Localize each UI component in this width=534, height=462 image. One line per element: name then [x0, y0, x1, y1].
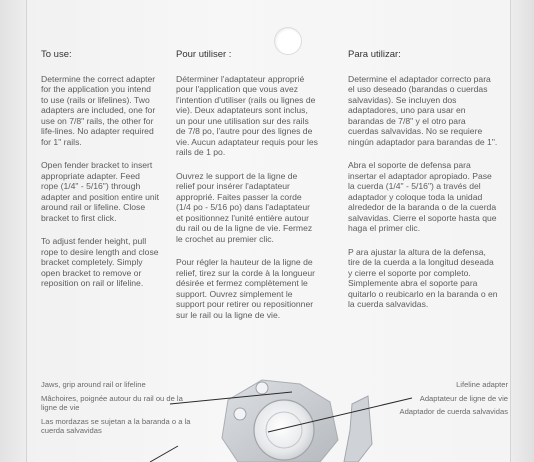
spanish-step-2: Abra el soporte de defensa para insertar el adaptador apropiado. Pase la cuerda (1/4" - 5/16") a través del adaptador y coloque toda la unidad alrededor de la baranda o de la cuerda salvavidas. Cierre el soporte hasta que haga el primer clic. — [348, 160, 497, 233]
french-step-1: Déterminer l'adaptateur approprié pour l'application que vous avez l'intention d'utiliser (rails ou lignes de vie). Deux adaptateurs sont inclus, un pour une utilisation sur des rails de 7/8 po, l'autre pour des lignes de vie. Aucun adaptateur requis pour les rails de 1 po. — [176, 73, 318, 157]
heading-spanish: Para utilizar: — [348, 49, 401, 60]
spanish-step-3: P ara ajustar la altura de la defensa, tire de la cuerda a la longitud deseada y cierre el soporte por completo. Simplemente abra el soporte para quitarlo o reubicarlo en la baranda o en la cuerda salvavidas. — [348, 246, 498, 309]
french-step-3: Pour régler la hauteur de la ligne de relief, tirez sur la corde à la longueur désirée et fermez complètement le support. Ouvrez simplement le support pour retirer ou repositionner sur le rail ou la ligne de vie. — [176, 257, 316, 320]
jaws-label-english: Jaws, grip around rail or lifeline — [41, 380, 146, 389]
instructions-french — [176, 50, 318, 333]
lifeline-adapter-label-english: Lifeline adapter — [456, 380, 508, 389]
packaging-left-edge — [0, 0, 26, 462]
packaging-seam-left — [26, 0, 27, 462]
instructions-english — [41, 50, 159, 302]
jaws-label-french: Mâchoires, poignée autour du rail ou de la ligne de vie — [41, 393, 183, 412]
jaws-label-spanish: Las mordazas se sujetan a la baranda o a la cuerda salvavidas — [41, 416, 191, 435]
packaging-seam-right — [510, 0, 511, 462]
heading-french: Pour utiliser : — [176, 49, 232, 60]
heading-english: To use: — [41, 49, 72, 60]
english-step-2: Open fender bracket to insert appropriate adapter. Feed rope (1/4" - 5/16") through adapter and position entire unit around rail or lifeline. Close bracket to first click. — [41, 160, 160, 223]
english-step-3: To adjust fender height, pull rope to desire length and close bracket completely. Simply open bracket to remove or reposition on rail or lifeline. — [41, 236, 159, 288]
english-step-1: Determine the correct adapter for the application you intend to use (rails or lifelines). Two adapters are included, one for use on 7/8" rails, the other for life-lines. No adapter required for 1" rails. — [41, 73, 156, 147]
instructions-spanish — [348, 50, 498, 323]
spanish-step-1: Determine el adaptador correcto para el uso deseado (barandas o cuerdas salvavidas). Se incluyen dos adaptadores, uno para usar en barandas de 7/8" y el otro para cuerdas salvavidas. No se requiere ningún adaptador para barandas de 1". — [348, 73, 498, 147]
lifeline-adapter-label-spanish: Adaptador de cuerda salvavidas — [399, 407, 508, 416]
french-step-2: Ouvrez le support de la ligne de relief pour insérer l'adaptateur approprié. Faites passer la corde (1/4 po - 5/16 po) dans l'adaptateur et positionnez l'unité entière autour du rail ou de la ligne de vie. Fermez le crochet au premier clic. — [176, 170, 313, 244]
jaws-label — [41, 380, 191, 440]
packaging-right-edge — [510, 0, 534, 462]
lifeline-adapter-label — [360, 380, 508, 421]
lifeline-adapter-label-french: Adaptateur de ligne de vie — [419, 393, 508, 403]
